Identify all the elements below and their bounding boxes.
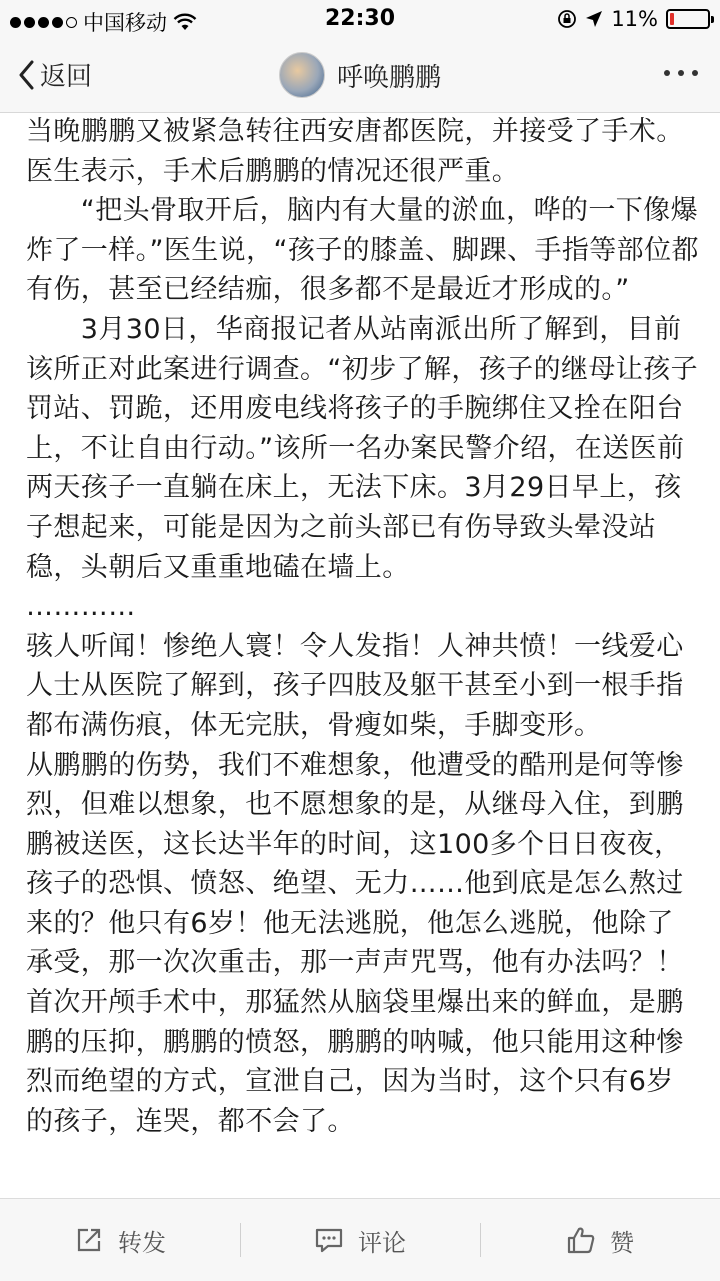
thumbs-up-icon xyxy=(566,1225,596,1255)
article-body[interactable] xyxy=(26,112,700,1198)
back-label: 返回 xyxy=(40,62,93,92)
comment-button[interactable] xyxy=(240,1199,480,1281)
carrier-name: 中国移动 xyxy=(83,11,167,35)
battery-level xyxy=(670,13,674,25)
like-button[interactable] xyxy=(480,1199,720,1281)
orientation-lock-icon xyxy=(557,9,577,29)
location-arrow-icon xyxy=(585,10,603,28)
comment-label: 评论 xyxy=(358,1228,406,1257)
more-options-button[interactable] xyxy=(664,70,698,76)
page-title: 呼唤鹏鹏 xyxy=(336,62,441,93)
share-button[interactable] xyxy=(0,1199,240,1281)
battery-percent: 11% xyxy=(611,7,658,31)
navigation-bar xyxy=(0,38,720,113)
more-dot-icon xyxy=(664,70,670,76)
share-icon xyxy=(74,1225,104,1255)
status-time: 22:30 xyxy=(324,6,396,31)
status-bar xyxy=(0,0,720,38)
article-paragraph: 3月30日，华商报记者从站南派出所了解到，目前该所正对此案进行调查。“初步了解，孩子的继母让孩子罚站、罚跪，还用废电线将孩子的手腕绑住又拴在阳台上，不让自由行动。”该所一名办案民警介绍，在送医前两天孩子一直躺在床上，无法下床。3月29日早上，孩子想起来，可能是因为之前头部已有伤导致头晕没站稳，头朝后又重重地磕在墙上。 xyxy=(26,313,698,583)
article-ellipsis: ………… xyxy=(26,591,136,623)
like-label: 赞 xyxy=(610,1228,634,1257)
nav-title-group xyxy=(0,52,720,98)
status-right xyxy=(557,7,710,31)
battery-icon xyxy=(666,9,710,29)
article-paragraph: 骇人听闻！惨绝人寰！令人发指！人神共愤！一线爱心人士从医院了解到，孩子四肢及躯干甚至小到一根手指都布满伤痕，体无完肤，骨瘦如柴，手脚变形。 xyxy=(26,630,684,741)
article-paragraph: “把头骨取开后，脑内有大量的淤血，哗的一下像爆炸了一样。”医生说，“孩子的膝盖、脚踝、手指等部位都有伤，甚至已经结痂，很多都不是最近才形成的。” xyxy=(26,195,699,306)
share-label: 转发 xyxy=(118,1228,166,1257)
bottom-toolbar xyxy=(0,1198,720,1281)
avatar[interactable] xyxy=(279,52,325,98)
article-paragraph: 当晚鹏鹏又被紧急转往西安唐都医院，并接受了手术。医生表示，手术后鹏鹏的情况还很严重。 xyxy=(26,116,684,187)
more-dot-icon xyxy=(692,70,698,76)
article-paragraph: 从鹏鹏的伤势，我们不难想象，他遭受的酷刑是何等惨烈，但难以想象，也不愿想象的是，从继母入住，到鹏鹏被送医，这长达半年的时间，这100多个日日夜夜，孩子的恐惧、愤怒、绝望、无力……他到底是怎么熬过来的？他只有6岁！他无法逃脱，他怎么逃脱，他除了承受，那一次次重击，那一声声咒骂，他有办法吗？！首次开颅手术中，那猛然从脑袋里爆出来的鲜血，是鹏鹏的压抑，鹏鹏的愤怒，鹏鹏的呐喊，他只能用这种惨烈而绝望的方式，宣泄自己，因为当时，这个只有6岁的孩子，连哭，都不会了。 xyxy=(26,749,684,1137)
comment-icon xyxy=(314,1225,344,1255)
more-dot-icon xyxy=(678,70,684,76)
